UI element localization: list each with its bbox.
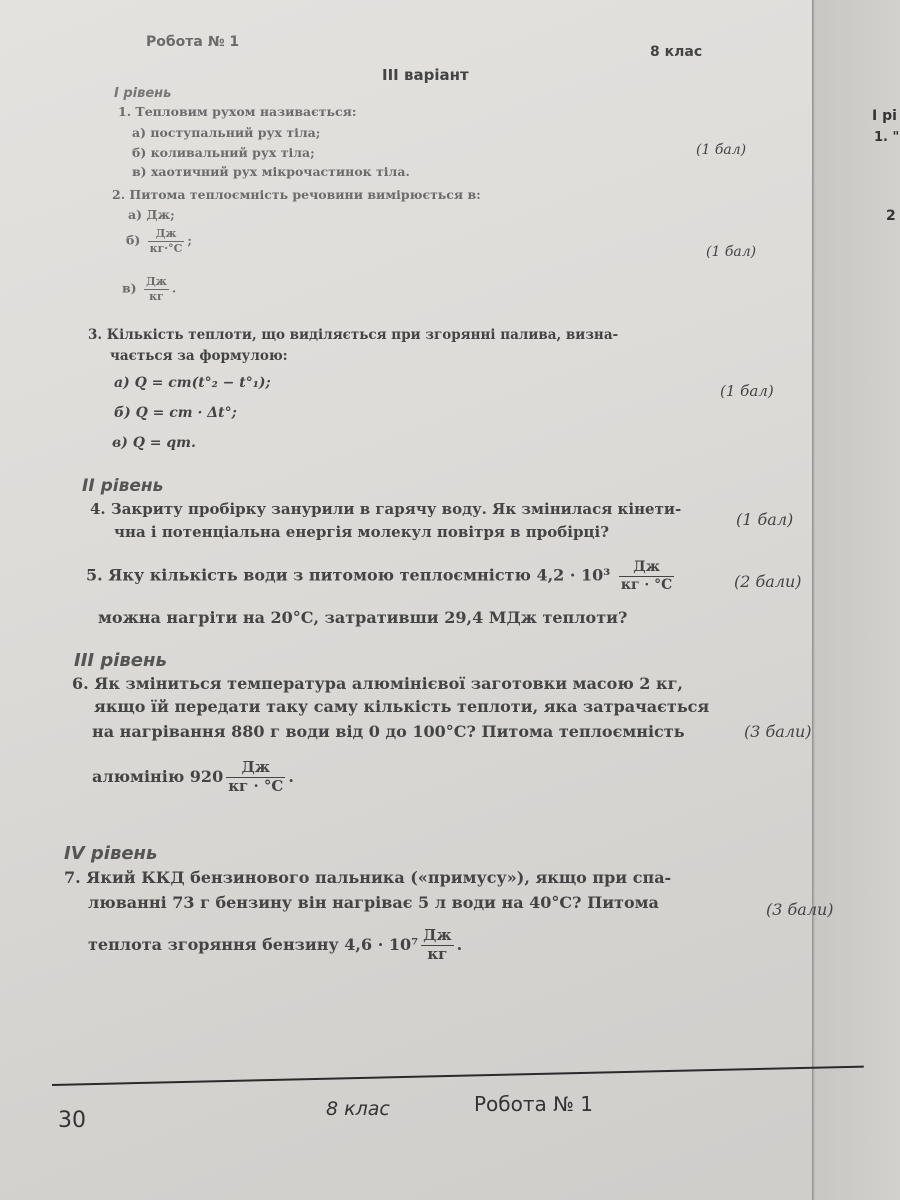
- q6-line3: на нагрівання 880 г води від 0 до 100°С? Питома теплоємність: [92, 722, 685, 741]
- q4-line2: чна і потенціальна енергія молекул повітря в пробірці?: [114, 523, 609, 541]
- header-grade: 8 клас: [650, 44, 703, 60]
- q1-option-a: а) поступальний рух тіла;: [132, 125, 321, 140]
- q6-points: (3 бали): [744, 722, 812, 741]
- q5-fraction: [619, 560, 674, 592]
- footer-page-number: 30: [58, 1108, 86, 1133]
- level3-title: ІІІ рівень: [74, 650, 167, 671]
- q7-line1: 7. Який ККД бензинового пальника («примусу»), якщо при спа-: [64, 868, 672, 887]
- footer-rule: [52, 1066, 864, 1086]
- footer-grade: 8 клас: [326, 1098, 390, 1120]
- q1-option-b: б) коливальний рух тіла;: [132, 145, 315, 160]
- q6-text: алюмінію 920: [92, 766, 224, 786]
- header-work-title: Робота № 1: [146, 34, 240, 50]
- q5-fraction-numerator: Дж: [619, 560, 674, 577]
- q7-fraction: [421, 928, 453, 963]
- q3-line2: чається за формулою:: [110, 348, 288, 364]
- q2-option-b-fraction: [148, 228, 185, 254]
- q6-fraction-denominator: кг · °С: [228, 776, 284, 795]
- variant-title: ІІІ варіант: [382, 66, 469, 84]
- q7-fraction-denominator: кг: [427, 944, 448, 963]
- q2-option-c-end: .: [171, 280, 177, 296]
- q6-fraction: [226, 760, 285, 795]
- q7-end: .: [456, 934, 463, 954]
- q2-option-b-numerator: Дж: [148, 228, 185, 242]
- q2-option-c: [122, 276, 176, 302]
- q3-option-a: а) Q = cm(t°₂ − t°₁);: [114, 375, 271, 391]
- next-page-edge: [812, 0, 900, 1200]
- q7-points: (3 бали): [766, 900, 834, 919]
- q7-text: теплота згоряння бензину 4,6 · 10⁷: [88, 934, 419, 954]
- q6-end: .: [288, 766, 294, 786]
- side-fragment-q1: 1. ": [874, 130, 900, 145]
- q5-line2: можна нагріти на 20°С, затративши 29,4 МДж теплоти?: [98, 608, 628, 627]
- q2-option-b-end: ;: [187, 232, 193, 248]
- q1-text: 1. Тепловим рухом називається:: [118, 104, 357, 119]
- q2-option-b-denominator: кг·°С: [149, 241, 183, 255]
- q5-text: 5. Яку кількість води з питомою теплоємністю 4,2 · 10³: [86, 565, 611, 585]
- q5-fraction-denominator: кг · °С: [620, 576, 673, 593]
- q4-points: (1 бал): [736, 510, 794, 529]
- level4-title: ІV рівень: [64, 843, 158, 864]
- footer-work-title: Робота № 1: [474, 1092, 594, 1116]
- level2-title: ІІ рівень: [82, 476, 164, 496]
- q4-line1: 4. Закриту пробірку занурили в гарячу воду. Як змінилася кінети-: [90, 500, 682, 518]
- q2-text: 2. Питома теплоємність речовини вимірюється в:: [112, 187, 481, 202]
- q7-line3: [88, 928, 462, 963]
- q5-line1: [86, 560, 677, 592]
- q6-line2: якщо їй передати таку саму кількість теплоти, яка затрачається: [94, 697, 710, 716]
- q1-option-c: в) хаотичний рух мікрочастинок тіла.: [132, 164, 410, 179]
- q2-points: (1 бал): [706, 244, 757, 260]
- q2-option-c-denominator: кг: [149, 289, 164, 303]
- q2-option-a: а) Дж;: [128, 207, 175, 222]
- q3-option-b: б) Q = cm · Δt°;: [114, 405, 237, 421]
- q5-points: (2 бали): [734, 572, 802, 591]
- side-fragment-level: І рі: [872, 108, 897, 124]
- q2-option-c-label: в): [122, 280, 137, 296]
- q7-line2: люванні 73 г бензину він нагріває 5 л води на 40°С? Питома: [88, 893, 659, 912]
- q7-fraction-numerator: Дж: [423, 926, 452, 944]
- q6-line4: [92, 760, 294, 795]
- level1-title: І рівень: [114, 86, 172, 101]
- q2-option-b: [126, 228, 192, 254]
- q3-line1: 3. Кількість теплоти, що виділяється при згорянні палива, визна-: [88, 327, 619, 343]
- q3-option-c: в) Q = qm.: [112, 435, 196, 451]
- q2-option-c-fraction: [144, 276, 169, 302]
- q3-points: (1 бал): [720, 382, 774, 400]
- side-fragment-q2: 2: [886, 208, 896, 224]
- q2-option-b-label: б): [126, 232, 141, 248]
- q2-option-c-numerator: Дж: [145, 275, 167, 288]
- q1-points: (1 бал): [696, 142, 747, 158]
- q6-line1: 6. Як зміниться температура алюмінієвої заготовки масою 2 кг,: [72, 674, 683, 693]
- q6-fraction-numerator: Дж: [226, 760, 285, 778]
